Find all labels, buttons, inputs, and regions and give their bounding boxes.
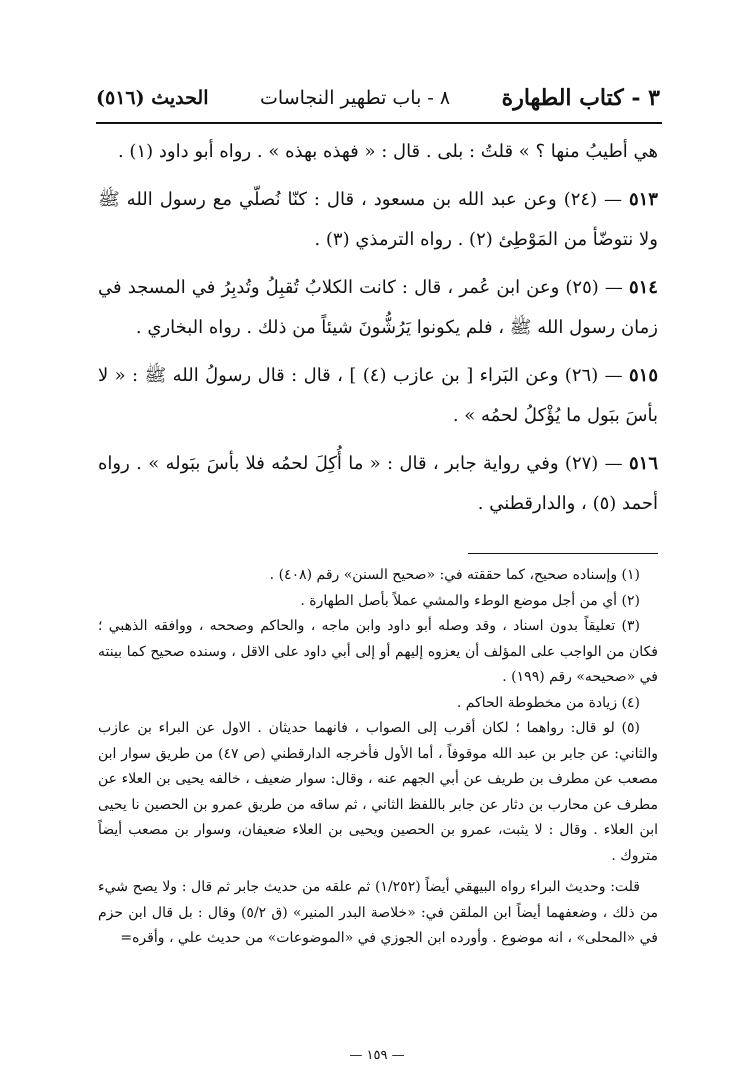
hadith-515 — [98, 356, 658, 436]
footnote-2: (٢) أي من أجل موضع الوطء والمشي عملاً بأصل الطهارة . — [300, 592, 640, 609]
footnotes — [98, 563, 658, 952]
hadith-text: — (٢٦) وعن البَراء [ بن عازب (٤) ] ، قال : قال رسولُ الله ﷺ : « لا بأسَ ببَول ما يُؤْكلُ لحمُه » . — [98, 365, 658, 426]
footnote-3: (٣) تعليقاً بدون اسناد ، وقد وصله أبو داود وابن ماجه ، والحاكم وصححه ، ووافقه الذهبي ؛ فكان من الواجب على المؤلف أن يعزوه إليهم أو إلى أبي داود على الاقل ، وسنده صحيح كما بينته في «صحيحه» رقم (١٩٩) . — [98, 618, 658, 685]
hadith-514 — [98, 268, 658, 348]
main-text — [98, 132, 658, 524]
running-header — [96, 78, 660, 118]
hadith-range: الحديث (٥١٦) — [96, 87, 209, 109]
hadith-number: ٥١٣ — [628, 189, 658, 210]
header-rule — [96, 122, 662, 124]
lead-paragraph: هي أطيبُ منها ؟ » قلتُ : بلى . قال : « فهذه بهذه » . رواه أبو داود (١) . — [117, 141, 658, 162]
book-title: ٣ - كتاب الطهارة — [501, 85, 660, 111]
hadith-516 — [98, 444, 658, 524]
hadith-513 — [98, 180, 658, 260]
footnote-rule — [468, 553, 658, 554]
hadith-number: ٥١٥ — [628, 365, 658, 386]
hadith-text: — (٢٧) وفي رواية جابر ، قال : « ما أُكِلَ لحمُه فلا بأسَ ببَوله » . رواه أحمد (٥) ، والدارقطني . — [98, 453, 658, 514]
hadith-number: ٥١٤ — [628, 277, 658, 298]
chapter-title: ٨ - باب تطهير النجاسات — [260, 87, 451, 109]
editor-note: قلت: وحديث البراء رواه البيهقي أيضاً (١/٢٥٢) ثم علقه من حديث جابر ثم قال : ولا يصح شيء من ذلك ، وضعفهما أيضاً ابن الملقن في: «خلاصة البدر المنير» (ق ٥/٢) وقال : بل قال ابن حزم في «المحلى» ، انه موضوع . وأورده ابن الجوزي في «الموضوعات» من حديث علي ، وأقره= — [98, 879, 659, 946]
hadith-text: — (٢٥) وعن ابن عُمر ، قال : كانت الكلابُ تُقبِلُ وتُدبِرُ في المسجد في زمان رسول الله ﷺ ، فلم يكونوا يَرُشُّونَ شيئاً من ذلك . رواه البخاري . — [98, 277, 658, 338]
footnote-4: (٤) زيادة من مخطوطة الحاكم . — [456, 694, 640, 711]
hadith-number: ٥١٦ — [628, 453, 658, 474]
footnote-1: (١) وإسناده صحيح، كما حققته في: «صحيح السنن» رقم (٤٠٨) . — [269, 567, 640, 583]
hadith-text: — (٢٤) وعن عبد الله بن مسعود ، قال : كنّا نُصلّي مع رسول الله ﷺ ولا نتوضّأ من المَوْطِئ (٢) . رواه الترمذي (٣) . — [98, 189, 658, 250]
page-number: — ١٥٩ — — [349, 1048, 405, 1063]
footnote-5: (٥) لو قال: رواهما ؛ لكان أقرب إلى الصواب ، فانهما حديثان . الاول عن البراء بن عازب والثاني: عن جابر بن عبد الله موقوفاً ، أما الأول فأخرجه الدارقطني (ص ٤٧) من طريق سوار ابن مصعب عن مطرف بن طريف عن أبي الجهم عنه ، وقال: سوار ضعيف ، خالفه يحيى بن العلاء عن مطرف عن محارب بن دثار عن جابر باللفظ الثاني ، ثم ساقه من طريق عمرو بن الحصين نا يحيى ابن العلاء . وقال : لا يثبت، عمرو بن الحصين ويحيى بن العلاء ضعيفان، وسوار بن مصعب أيضاً متروك . — [98, 720, 658, 864]
